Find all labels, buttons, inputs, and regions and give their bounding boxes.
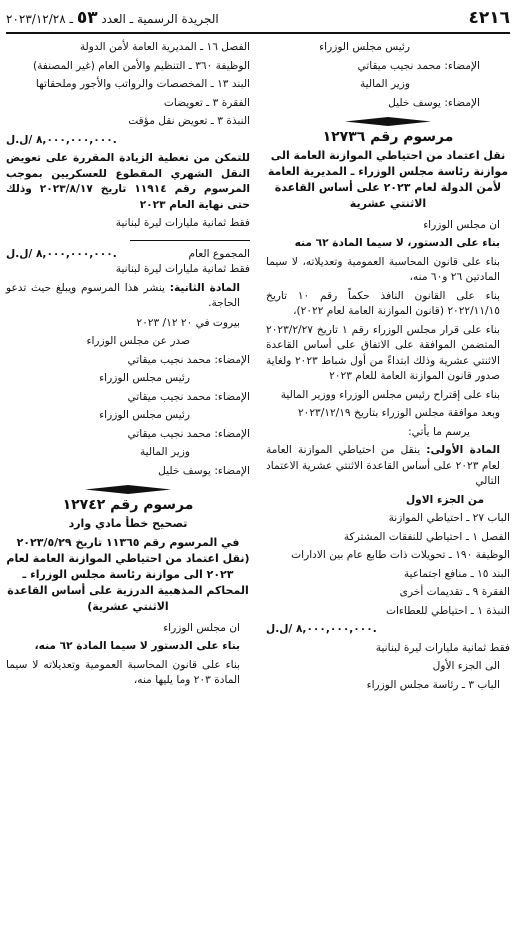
decree-subject: في المرسوم رقم ١١٣٦٥ تاريخ ٢٠٢٣/٥/٢٩ (نقل اعتماد من احتياطي الموازنة العامة لعام ٢٠٢٣ الى موازنة رئاسة مجلس الوزراء ـ المحاكم المذهبية الدرزية على أساس القاعدة الاثنتي عشرية) <box>6 535 250 613</box>
signature: الإمضاء: محمد نجيب ميقاتي <box>357 59 480 72</box>
gazette-info <box>6 8 219 28</box>
issue-number: ٥٣ <box>76 8 98 28</box>
budget-item: الوظيفة ١٩٠ ـ تحويلات ذات طابع عام بين الادارات <box>291 549 510 561</box>
decree-title: مرسوم رقم ١٢٧٣٦ <box>322 129 454 145</box>
article-label: المادة الثانية: <box>169 281 240 294</box>
article-text: ينشر هذا المرسوم ويبلغ حيث تدعو الحاجة. <box>6 281 240 309</box>
budget-item: الفصل ١ ـ احتياطي للنفقات المشتركة <box>343 530 510 543</box>
budget-item: الباب ٢٧ ـ احتياطي الموازنة <box>388 512 510 524</box>
left-column <box>6 40 250 692</box>
page-number: ٤٢١٦ <box>468 8 510 28</box>
decree-subtitle: تصحيح خطأ مادي وارد <box>68 516 188 530</box>
article-1 <box>266 443 510 490</box>
signatory-title: وزير المالية <box>359 78 410 90</box>
budget-item: النبذة ١ ـ احتياطي للعطاءات <box>386 604 510 617</box>
preamble-line: بناء على الدستور لا سيما المادة ٦٢ منه، <box>34 640 240 652</box>
amount: ٨,٠٠٠,٠٠٠,٠٠٠ /ل.ل. <box>266 623 377 635</box>
article-text: ينقل من احتياطي الموازنة العامة لعام ٢٠٢٣ على أساس القاعدة الاثنتي عشرية الاعتماد التالي <box>266 444 500 487</box>
divider <box>130 240 250 241</box>
purpose-text: للتمكن من تغطية الزيادة المقررة على تعويض النقل الشهري المقطوع للعسكريين بموجب المرسوم رقم ١١٩١٤ تاريخ ٢٠٢٣/٨/١٧ وذلك حتى نهاية العام ٢٠٢٣ <box>6 152 250 211</box>
amount-words: فقط ثمانية مليارات ليرة لبنانية <box>115 263 250 275</box>
preamble-line: بناء على قانون المحاسبة العمومية وتعديلاته لا سيما المادة ٢٠٣ وما يليها منه، <box>6 658 240 686</box>
preamble-intro: ان مجلس الوزراء <box>423 218 500 231</box>
signatory-title: وزير المالية <box>139 446 190 458</box>
article-label: المادة الأولى: <box>426 444 501 456</box>
amount-words: فقط ثمانية مليارات ليرة لبنانية <box>375 641 510 654</box>
budget-item: النبذة ٣ ـ تعويض نقل مؤقت <box>128 115 250 127</box>
decrees-line: يرسم ما يأتي: <box>408 425 470 438</box>
signature: الإمضاء: يوسف خليل <box>158 464 250 477</box>
separator-diamond <box>345 117 431 126</box>
preamble-line: بناء على إقتراح رئيس مجلس الوزراء ووزير المالية <box>280 388 500 401</box>
right-column <box>266 40 510 696</box>
signature: الإمضاء: محمد نجيب ميقاتي <box>127 427 250 440</box>
total-label: المجموع العام <box>188 247 250 260</box>
destination-part: الى الجزء الأول <box>432 660 500 672</box>
preamble-line: بناء على الدستور، لا سيما المادة ٦٢ منه <box>294 237 500 249</box>
decree-title: مرسوم رقم ١٢٧٤٢ <box>62 497 194 513</box>
separator-diamond <box>85 485 171 494</box>
signature: الإمضاء: محمد نجيب ميقاتي <box>127 353 250 366</box>
issued-by: صدر عن مجلس الوزراء <box>86 335 190 347</box>
destination-item: الباب ٣ ـ رئاسة مجلس الوزراء <box>366 678 500 691</box>
gazette-name: الجريدة الرسمية ـ العدد <box>101 12 219 26</box>
budget-item: البند ١٣ ـ المخصصات والرواتب والأجور وملحقاتها <box>35 78 250 90</box>
amount-words: فقط ثمانية مليارات ليرة لبنانية <box>115 217 250 229</box>
preamble-intro: ان مجلس الوزراء <box>163 621 240 634</box>
article-2 <box>6 281 250 312</box>
budget-item: الفصل ١٦ ـ المديرية العامة لأمن الدولة <box>79 41 250 53</box>
part-heading: من الجزء الاول <box>405 493 484 506</box>
preamble-line: بناء على القانون النافذ حكماً رقم ١٠ تاريخ ٢٠٢٢/١١/١٥ (قانون الموازنة العامة لعام ٢٠٢٢)، <box>266 289 500 317</box>
issue-date: ـ ٢٠٢٣/١٢/٢٨ <box>6 12 73 26</box>
preamble-line: بناء على قرار مجلس الوزراء رقم ١ تاريخ ٢٠٢٣/٢/٢٧ المتضمن الموافقة على الاتفاق على أساس القاعدة الاثنتي عشرية وذلك ابتداءً من أول شباط ٢٠٢٣ ولغاية صدور قانون الموازنة العامة للعام ٢٠٢٣ <box>266 323 500 382</box>
signature: الإمضاء: محمد نجيب ميقاتي <box>127 390 250 403</box>
budget-item: الوظيفة ٣٦٠ ـ التنظيم والأمن العام (غير المصنفة) <box>32 59 250 72</box>
page-header <box>6 4 510 34</box>
signature: الإمضاء: يوسف خليل <box>388 96 480 109</box>
issue-date-line: بيروت في ٢٠ ١٢/ ٢٠٢٣ <box>136 316 240 329</box>
preamble-line: وبعد موافقة مجلس الوزراء بتاريخ ٢٠٢٣/١٢/١٩ <box>297 407 500 419</box>
signatory-title: رئيس مجلس الوزراء <box>99 372 190 384</box>
signatory-title: رئيس مجلس الوزراء <box>319 41 410 53</box>
budget-item: البند ١٥ ـ منافع اجتماعية <box>403 567 510 580</box>
amount: ٨,٠٠٠,٠٠٠,٠٠٠ /ل.ل. <box>6 133 117 146</box>
total-row <box>6 247 250 263</box>
signatory-title: رئيس مجلس الوزراء <box>99 409 190 421</box>
preamble-line: بناء على قانون المحاسبة العمومية وتعديلاته، لا سيما المادتين ٢٦ و٦٠ منه، <box>266 255 500 283</box>
decree-subject: نقل اعتماد من احتياطي الموازنة العامة الى موازنة رئاسة مجلس الوزراء ـ المديرية العامة لأمن الدولة لعام ٢٠٢٣ على أساس القاعدة الاثنتي عشرية <box>267 148 509 210</box>
budget-item: الفقرة ٩ ـ تقديمات أخرى <box>399 586 510 598</box>
budget-item: الفقرة ٣ ـ تعويضات <box>163 96 250 109</box>
total-amount: ٨,٠٠٠,٠٠٠,٠٠٠ /ل.ل. <box>6 247 117 260</box>
